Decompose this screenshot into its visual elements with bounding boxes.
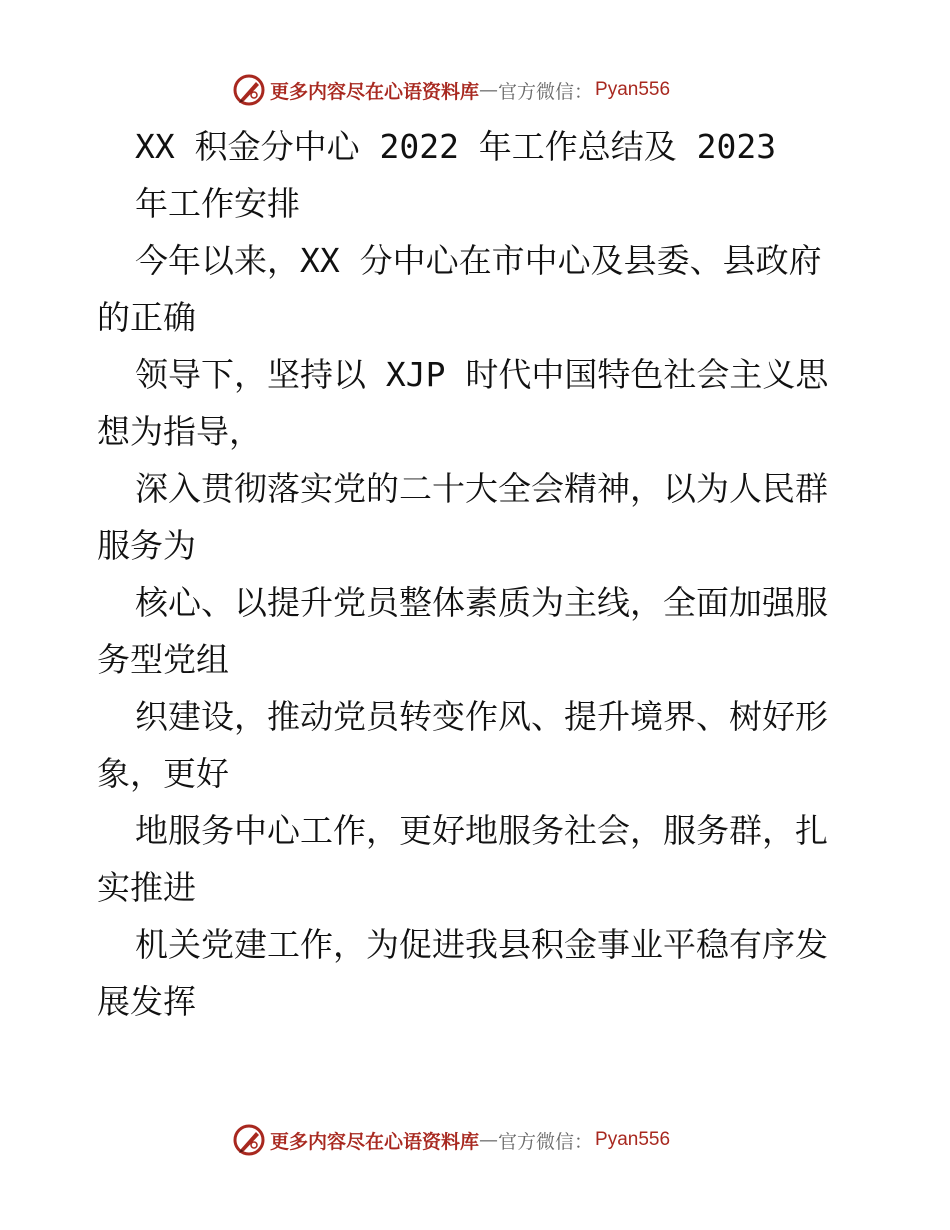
title-line-2: 年工作安排: [135, 184, 300, 223]
paragraph-line: 核心、以提升党员整体素质为主线，全面加强服: [135, 583, 828, 622]
watermark-text: 更多内容尽在心语资料库: [270, 1130, 480, 1153]
watermark-dash: —: [479, 79, 499, 101]
header-watermark: [232, 72, 670, 108]
title-line-1: XX 积金分中心 2022 年工作总结及 2023: [135, 127, 777, 166]
watermark-wechat-id: Pyan556: [595, 1129, 671, 1150]
paragraph-line: 地服务中心工作，更好地服务社会，服务群，扎: [135, 811, 828, 850]
watermark-wechat-id: Pyan556: [595, 79, 671, 100]
watermark-text: 更多内容尽在心语资料库: [270, 80, 480, 103]
quill-pen-logo-icon: [232, 1123, 266, 1157]
watermark-dash: —: [479, 1129, 499, 1151]
watermark-wechat-label: 官方微信：: [498, 1130, 594, 1153]
watermark-wechat-label: 官方微信：: [498, 80, 594, 103]
paragraph-line: 领导下，坚持以 XJP 时代中国特色社会主义思: [135, 355, 829, 394]
quill-pen-logo-icon: [232, 73, 266, 107]
paragraph-line: 实推进: [97, 868, 196, 907]
footer-watermark: [232, 1122, 670, 1158]
paragraph-line: 织建设，推动党员转变作风、提升境界、树好形: [135, 697, 828, 736]
paragraph-line: 展发挥: [97, 982, 196, 1021]
paragraph-line: 机关党建工作，为促进我县积金事业平稳有序发: [135, 925, 828, 964]
paragraph-line: 想为指导，: [97, 412, 262, 451]
document-body: [97, 118, 877, 1030]
paragraph-line: 象，更好: [97, 754, 229, 793]
paragraph-line: 今年以来，XX 分中心在市中心及县委、县政府: [135, 241, 822, 280]
paragraph-line: 深入贯彻落实党的二十大全会精神，以为人民群: [135, 469, 828, 508]
paragraph-line: 的正确: [97, 298, 196, 337]
paragraph-line: 务型党组: [97, 640, 229, 679]
paragraph-line: 服务为: [97, 526, 196, 565]
